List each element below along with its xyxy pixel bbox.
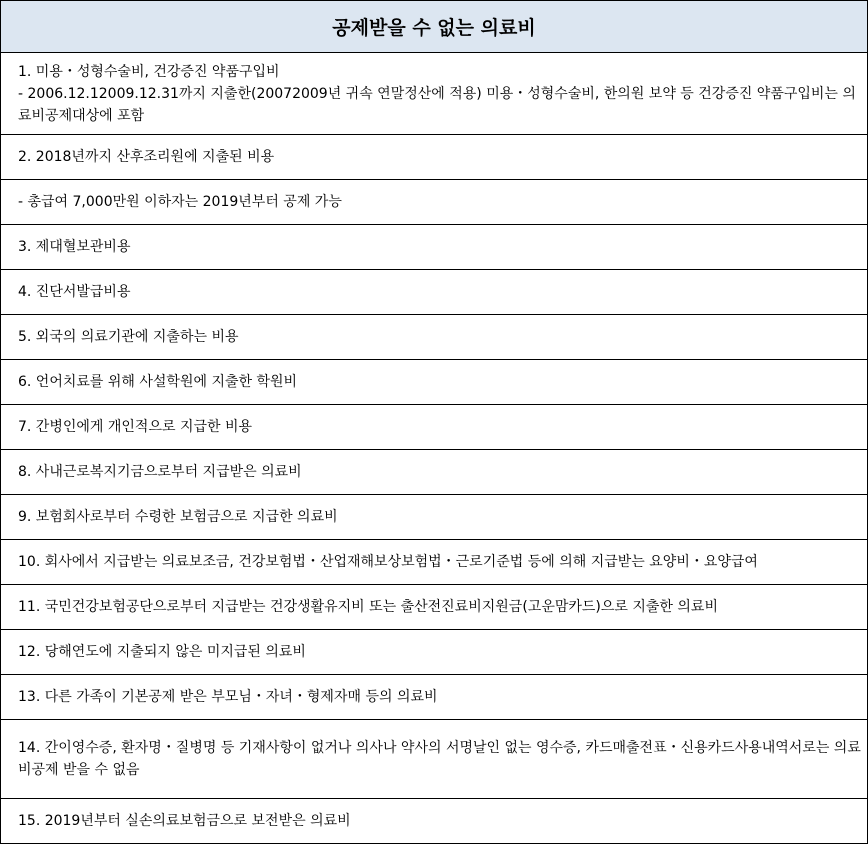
table-row <box>1 675 867 720</box>
table-row <box>1 360 867 405</box>
row-text: 14. 간이영수증, 환자명・질병명 등 기재사항이 없거나 의사나 약사의 서명날인 없는 영수증, 카드매출전표・신용카드사용내역서로는 의료비공제 받을 수 없음 <box>18 740 861 778</box>
table-row <box>1 720 867 799</box>
table-row <box>1 585 867 630</box>
table-row <box>1 495 867 540</box>
table-row <box>1 53 867 135</box>
table-row <box>1 270 867 315</box>
row-subtext: - 2006.12.12009.12.31까지 지출한(20072009년 귀속 연말정산에 적용) 미용・성형수술비, 한의원 보약 등 건강증진 약품구입비는 의료비공제대상에 포함 <box>18 85 856 124</box>
row-text: 3. 제대혈보관비용 <box>18 239 131 255</box>
table-row <box>1 180 867 225</box>
row-text: 12. 당해연도에 지출되지 않은 미지급된 의료비 <box>18 644 306 660</box>
table-title: 공제받을 수 없는 의료비 <box>1 1 867 53</box>
row-text: 1. 미용・성형수술비, 건강증진 약품구입비 <box>18 63 280 80</box>
row-text: 11. 국민건강보험공단으로부터 지급받는 건강생활유지비 또는 출산전진료비지원금(고운맘카드)으로 지출한 의료비 <box>18 599 718 615</box>
row-text: - 총급여 7,000만원 이하자는 2019년부터 공제 가능 <box>18 194 342 210</box>
row-text: 10. 회사에서 지급받는 의료보조금, 건강보험법・산업재해보상보험법・근로기준법 등에 의해 지급받는 요양비・요양급여 <box>18 554 758 570</box>
table-row <box>1 315 867 360</box>
table-row <box>1 630 867 675</box>
table-row <box>1 450 867 495</box>
table-row <box>1 540 867 585</box>
table-row <box>1 405 867 450</box>
row-text: 4. 진단서발급비용 <box>18 284 131 300</box>
row-text: 7. 간병인에게 개인적으로 지급한 비용 <box>18 419 253 435</box>
table-row <box>1 135 867 180</box>
table-row <box>1 799 867 844</box>
table-row <box>1 225 867 270</box>
row-text: 9. 보험회사로부터 수령한 보험금으로 지급한 의료비 <box>18 509 338 525</box>
row-text: 2. 2018년까지 산후조리원에 지출된 비용 <box>18 149 275 165</box>
row-text: 15. 2019년부터 실손의료보험금으로 보전받은 의료비 <box>18 813 351 829</box>
row-text: 13. 다른 가족이 기본공제 받은 부모님・자녀・형제자매 등의 의료비 <box>18 689 438 705</box>
row-text: 6. 언어치료를 위해 사설학원에 지출한 학원비 <box>18 374 298 390</box>
row-text: 8. 사내근로복지기금으로부터 지급받은 의료비 <box>18 464 302 480</box>
row-text: 5. 외국의 의료기관에 지출하는 비용 <box>18 329 239 345</box>
